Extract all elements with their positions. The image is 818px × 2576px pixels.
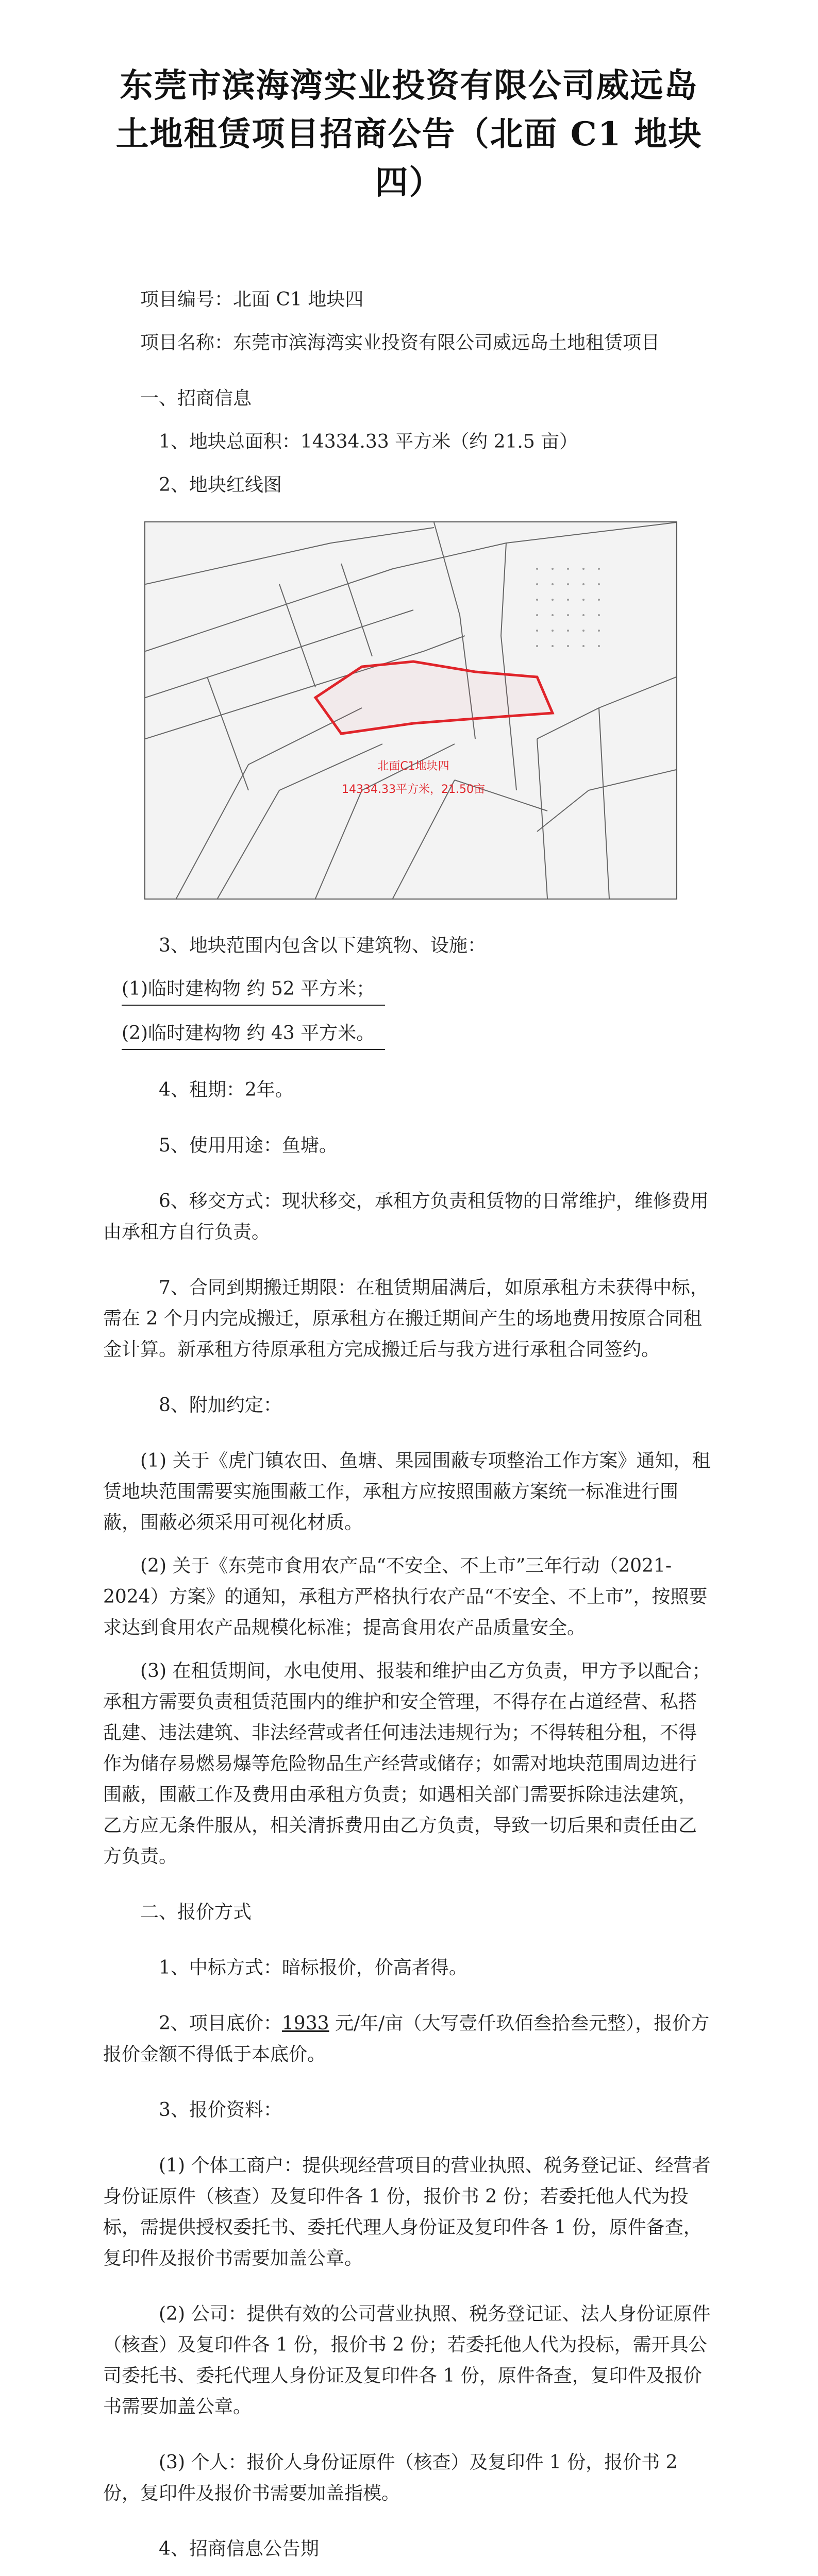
bid-method: 1、中标方式：暗标报价，价高者得。 xyxy=(159,1957,468,1978)
building-item-2: (2)临时建构物 约 43 平方米。 xyxy=(103,1018,715,1050)
bid-materials-individual-business: (1) 个体工商户：提供现经营项目的营业执照、税务登记证、经营者身份证原件（核查）及复印件各 1 份，报价书 2 份；若委托他人代为投标，需提供授权委托书、委托代理人身份证及复印件各 1 份，原件备查，复印件及报价书需要加盖公章。 xyxy=(103,2155,711,2269)
relocation-terms: 7、合同到期搬迁期限：在租赁期届满后，如原承租方未获得中标，需在 2 个月内完成搬迁，原承租方在搬迁期间产生的场地费用按原合同租金计算。新承租方待原承租方完成搬迁后与我方进行承租合同签约。 xyxy=(103,1277,709,1360)
parcel-area-label: 14334.33平方米，21.50亩 xyxy=(342,783,485,796)
project-code: 项目编号：北面 C1 地块四 xyxy=(140,289,364,310)
additional-terms-heading: 8、附加约定： xyxy=(159,1395,282,1416)
bid-materials-heading: 3、报价资料： xyxy=(159,2099,282,2121)
page-title: 东莞市滨海湾实业投资有限公司威远岛土地租赁项目招商公告（北面 C1 地块四） xyxy=(115,66,703,202)
site-map-svg xyxy=(145,522,676,899)
additional-term-3: (3) 在租赁期间，水电使用、报装和维护由乙方负责，甲方予以配合；承租方需要负责租赁范围内的维护和安全管理，不得存在占道经营、私搭乱建、违法建筑、非法经营或者任何违法违规行为；不得转租分租，不得作为储存易燃易爆等危险物品生产经营或储存；如需对地块范围周边进行围蔽，围蔽工作及费用由承租方负责；如遇相关部门需要拆除违法建筑，乙方应无条件服从，相关清拆费用由乙方负责，导致一切后果和责任由乙方负责。 xyxy=(103,1660,711,1867)
building-item-1: (1)临时建构物 约 52 平方米； xyxy=(103,974,715,1006)
buildings-intro: 3、地块范围内包含以下建筑物、设施： xyxy=(159,935,486,956)
notice-period-heading: 4、招商信息公告期 xyxy=(159,2538,319,2560)
bid-materials-company: (2) 公司：提供有效的公司营业执照、税务登记证、法人身份证原件（核查）及复印件各 1 份，报价书 2 份；若委托他人代为投标，需开具公司委托书、委托代理人身份证及复印件各 1 份，原件备查，复印件及报价书需要加盖公章。 xyxy=(103,2303,711,2417)
parcel-label: 北面C1地块四 xyxy=(377,760,449,773)
additional-term-2: (2) 关于《东莞市食用农产品“不安全、不上市”三年行动（2021-2024）方案》的通知，承租方严格执行农产品“不安全、不上市”，按照要求达到食用农产品规模化标准；提高食用农产品质量安全。 xyxy=(103,1555,708,1638)
handover: 6、移交方式：现状移交，承租方负责租赁物的日常维护，维修费用由承租方自行负责。 xyxy=(103,1191,709,1243)
reserve-price: 2、项目底价：1933 元/年/亩（大写壹仟玖佰叁拾叁元整），报价方报价金额不得低于本底价。 xyxy=(103,2013,710,2065)
lease-term: 4、租期：2年。 xyxy=(159,1079,294,1100)
usage: 5、使用用途：鱼塘。 xyxy=(159,1135,338,1156)
project-name: 项目名称：东莞市滨海湾实业投资有限公司威远岛土地租赁项目 xyxy=(140,332,660,353)
site-map-label: 2、地块红线图 xyxy=(159,474,282,496)
site-red-line-map xyxy=(144,521,677,900)
section2-heading: 二、报价方式 xyxy=(140,1902,252,1923)
bid-materials-individual: (3) 个人：报价人身份证原件（核查）及复印件 1 份，报价书 2 份，复印件及报价书需要加盖指模。 xyxy=(103,2452,678,2504)
section1-heading: 一、招商信息 xyxy=(140,388,252,409)
site-area: 1、地块总面积：14334.33 平方米（约 21.5 亩） xyxy=(159,431,578,452)
reserve-price-value: 1933 xyxy=(281,2013,329,2034)
additional-term-1: (1) 关于《虎门镇农田、鱼塘、果园围蔽专项整治工作方案》通知，租赁地块范围需要实施围蔽工作，承租方应按照围蔽方案统一标准进行围蔽，围蔽必须采用可视化材质。 xyxy=(103,1450,711,1533)
